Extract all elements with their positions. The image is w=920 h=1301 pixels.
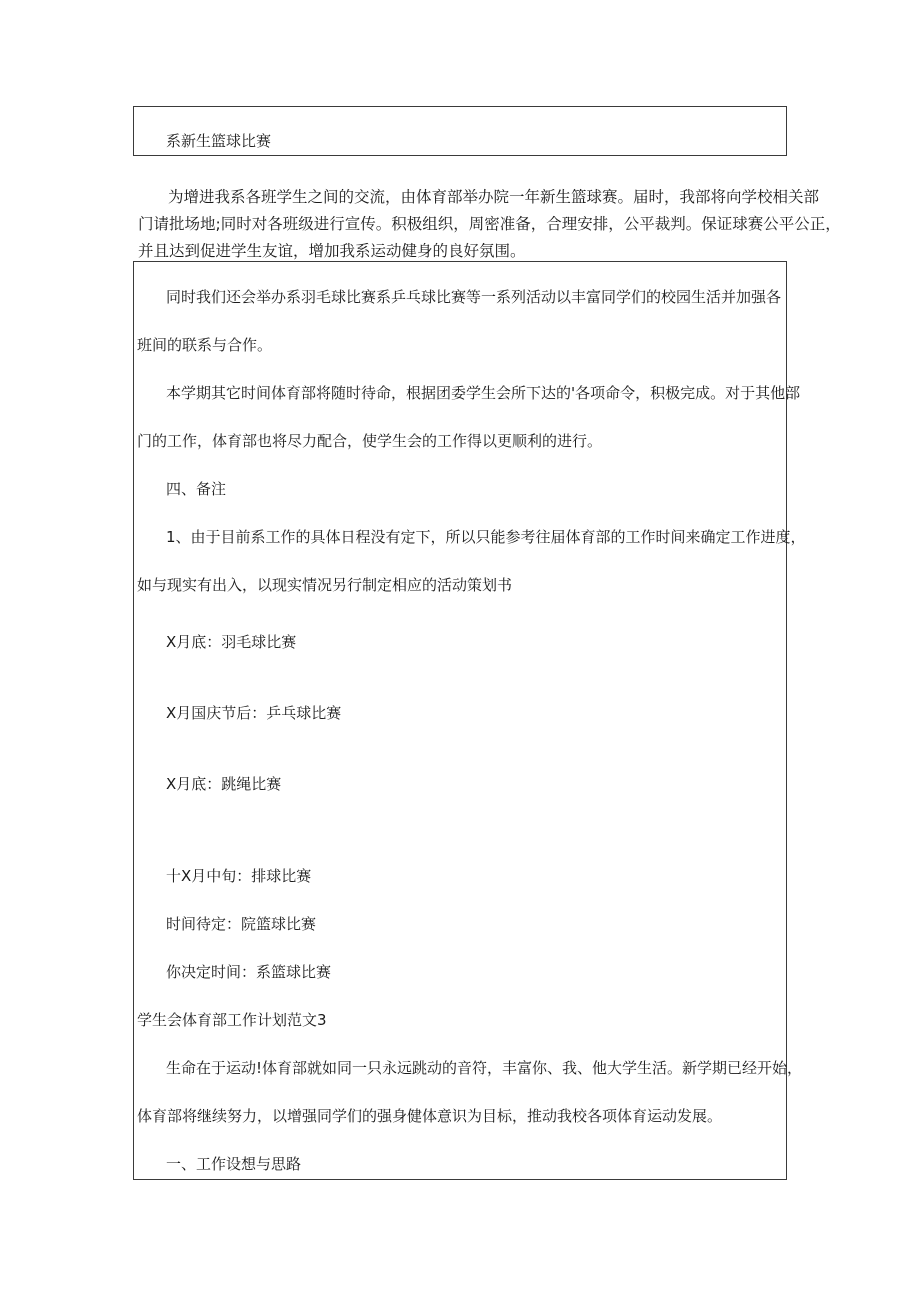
section-remarks-heading: 四、备注 [166, 480, 227, 498]
section-ideas-heading: 一、工作设想与思路 [166, 1155, 302, 1173]
document-heading-3: 学生会体育部工作计划范文3 [137, 1011, 327, 1029]
intro-line-3: 并且达到促进学生友谊，增加我系运动健身的良好氛围。 [138, 242, 526, 260]
intro3-line-2: 体育部将继续努力，以增强同学们的强身健体意识为目标，推动我校各项体育运动发展。 [137, 1107, 723, 1125]
standby-line-1: 本学期其它时间体育部将随时待命，根据团委学生会所下达的'各项命令，积极完成。对于其他部 [166, 384, 801, 402]
intro-paragraph [138, 184, 841, 265]
schedule-item: X月底：跳绳比赛 [166, 775, 282, 793]
activities-line-1: 同时我们还会举办系羽毛球比赛系乒乓球比赛等一系列活动以丰富同学们的校园生活并加强各 [166, 288, 782, 306]
note-line-2: 如与现实有出入，以现实情况另行制定相应的活动策划书 [137, 576, 513, 594]
standby-line-2: 门的工作，体育部也将尽力配合，使学生会的工作得以更顺利的进行。 [137, 432, 603, 450]
activities-line-2: 班间的联系与合作。 [137, 336, 273, 354]
intro-line-1: 为增进我系各班学生之间的交流，由体育部举办院一年新生篮球赛。届时，我部将向学校相关部 [168, 188, 820, 206]
basketball-item: 系新生篮球比赛 [166, 132, 272, 150]
schedule-item: 十X月中旬：排球比赛 [166, 867, 312, 885]
schedule-item: X月国庆节后：乒乓球比赛 [166, 704, 342, 722]
schedule-item: X月底：羽毛球比赛 [166, 633, 297, 651]
schedule-item: 时间待定：院篮球比赛 [166, 915, 317, 933]
note-line-1: 1、由于目前系工作的具体日程没有定下，所以只能参考往届体育部的工作时间来确定工作进度， [166, 528, 806, 546]
intro3-line-1: 生命在于运动!体育部就如同一只永远跳动的音符，丰富你、我、他大学生活。新学期已经开始， [166, 1059, 803, 1077]
schedule-item: 你决定时间：系篮球比赛 [166, 963, 332, 981]
intro-line-2: 门请批场地;同时对各班级进行宣传。积极组织，周密准备，合理安排，公平裁判。保证球赛公平公正， [138, 215, 841, 233]
